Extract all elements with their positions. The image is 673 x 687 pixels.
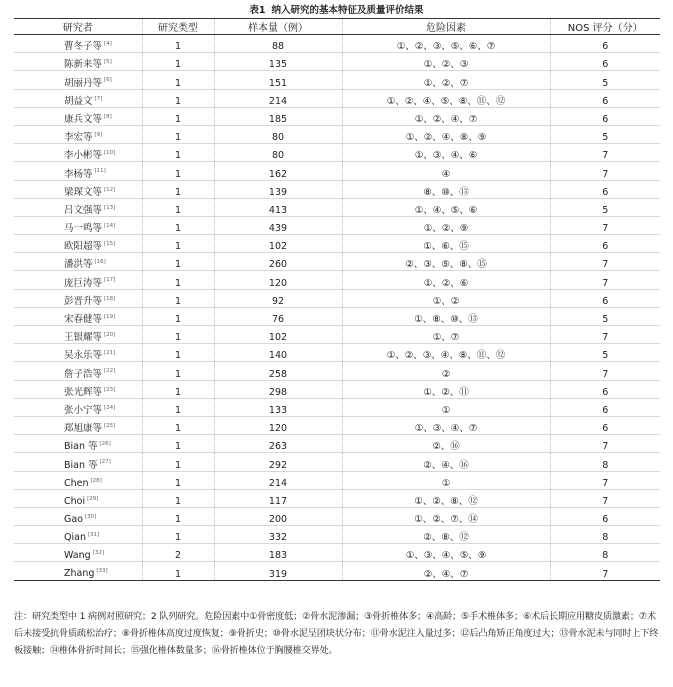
cell-author — [14, 180, 142, 198]
cell-study-type: 1 — [142, 380, 214, 398]
table-row — [14, 71, 660, 89]
cell-nos-score: 6 — [550, 380, 660, 398]
header-study-type: 研究类型 — [142, 19, 214, 35]
reference-mark: [33] — [96, 568, 108, 575]
cell-study-type: 1 — [142, 453, 214, 471]
table-row — [14, 489, 660, 507]
cell-nos-score: 7 — [550, 471, 660, 489]
cell-nos-score: 6 — [550, 235, 660, 253]
header-sample-size: 样本量（例） — [214, 19, 342, 35]
author-name: Gao — [64, 514, 83, 526]
cell-nos-score: 8 — [550, 526, 660, 544]
cell-author — [14, 435, 142, 453]
reference-mark: [14] — [104, 222, 116, 229]
cell-study-type: 1 — [142, 71, 214, 89]
cell-nos-score: 5 — [550, 307, 660, 325]
cell-nos-score: 6 — [550, 89, 660, 107]
cell-author — [14, 35, 142, 53]
cell-nos-score: 7 — [550, 216, 660, 234]
cell-nos-score: 8 — [550, 453, 660, 471]
author-name: 吴永乐等 — [64, 350, 103, 362]
table-row — [14, 326, 660, 344]
cell-study-type: 1 — [142, 307, 214, 325]
cell-sample-size: 102 — [214, 235, 342, 253]
cell-risk-factors: ①、②、③ — [342, 53, 550, 71]
cell-risk-factors: ⑧、⑩、⑬ — [342, 180, 550, 198]
cell-sample-size: 332 — [214, 526, 342, 544]
cell-sample-size: 319 — [214, 562, 342, 580]
cell-risk-factors: ①、②、④、⑦ — [342, 107, 550, 125]
table-row — [14, 307, 660, 325]
cell-risk-factors: ②、③、⑤、⑧、⑮ — [342, 253, 550, 271]
cell-sample-size: 133 — [214, 398, 342, 416]
cell-author — [14, 453, 142, 471]
author-name: 潘洪等 — [64, 259, 93, 271]
reference-mark: [6] — [104, 77, 112, 84]
cell-nos-score: 6 — [550, 107, 660, 125]
reference-mark: [18] — [104, 295, 116, 302]
cell-nos-score: 7 — [550, 435, 660, 453]
table-row — [14, 216, 660, 234]
cell-risk-factors: ① — [342, 471, 550, 489]
reference-mark: [19] — [104, 313, 116, 320]
author-name: 梁琛文等 — [64, 186, 103, 198]
cell-author — [14, 89, 142, 107]
cell-author — [14, 362, 142, 380]
cell-sample-size: 298 — [214, 380, 342, 398]
table-row — [14, 53, 660, 71]
author-name: Qian — [64, 532, 86, 544]
reference-mark: [20] — [104, 332, 116, 339]
cell-sample-size: 183 — [214, 544, 342, 562]
cell-author — [14, 344, 142, 362]
reference-mark: [23] — [104, 386, 116, 393]
reference-mark: [17] — [104, 277, 116, 284]
cell-author — [14, 289, 142, 307]
cell-author — [14, 125, 142, 143]
author-name: 曹冬子等 — [64, 41, 103, 53]
cell-nos-score: 7 — [550, 162, 660, 180]
reference-mark: [32] — [92, 550, 104, 557]
cell-sample-size: 151 — [214, 71, 342, 89]
cell-risk-factors: ①、⑦ — [342, 326, 550, 344]
cell-risk-factors: ④ — [342, 162, 550, 180]
cell-author — [14, 216, 142, 234]
reference-mark: [28] — [90, 477, 102, 484]
cell-study-type: 1 — [142, 180, 214, 198]
cell-risk-factors: ①、③、④、⑥ — [342, 144, 550, 162]
table-row — [14, 435, 660, 453]
cell-sample-size: 117 — [214, 489, 342, 507]
reference-mark: [7] — [94, 95, 103, 102]
cell-study-type: 1 — [142, 235, 214, 253]
table-row — [14, 471, 660, 489]
author-name: 胡益文 — [64, 95, 93, 107]
reference-mark: [26] — [99, 441, 111, 448]
cell-study-type: 1 — [142, 398, 214, 416]
reference-mark: [5] — [104, 59, 112, 66]
cell-risk-factors: ①、②、⑪ — [342, 380, 550, 398]
cell-sample-size: 200 — [214, 507, 342, 525]
cell-study-type: 1 — [142, 489, 214, 507]
cell-sample-size: 263 — [214, 435, 342, 453]
cell-sample-size: 80 — [214, 125, 342, 143]
reference-mark: [27] — [99, 459, 111, 466]
table-header-row — [14, 19, 660, 35]
reference-mark: [22] — [104, 368, 116, 375]
cell-sample-size: 88 — [214, 35, 342, 53]
cell-risk-factors: ②、④、⑯ — [342, 453, 550, 471]
reference-mark: [4] — [104, 41, 112, 48]
table-row — [14, 398, 660, 416]
cell-nos-score: 6 — [550, 35, 660, 53]
cell-nos-score: 6 — [550, 289, 660, 307]
cell-nos-score: 5 — [550, 125, 660, 143]
cell-nos-score: 7 — [550, 271, 660, 289]
table-row — [14, 380, 660, 398]
reference-mark: [12] — [104, 186, 116, 193]
cell-study-type: 1 — [142, 216, 214, 234]
cell-risk-factors: ①、③、④、⑦ — [342, 416, 550, 434]
cell-nos-score: 6 — [550, 398, 660, 416]
table-row — [14, 526, 660, 544]
reference-mark: [9] — [94, 131, 103, 138]
reference-mark: [21] — [104, 350, 116, 357]
author-name: 欧阳超等 — [64, 241, 103, 253]
cell-author — [14, 235, 142, 253]
cell-nos-score: 7 — [550, 489, 660, 507]
table-row — [14, 362, 660, 380]
cell-study-type: 1 — [142, 562, 214, 580]
cell-author — [14, 526, 142, 544]
cell-sample-size: 260 — [214, 253, 342, 271]
author-name: 康兵文等 — [64, 113, 103, 125]
cell-sample-size: 120 — [214, 271, 342, 289]
table-row — [14, 544, 660, 562]
cell-risk-factors: ①、②、③、④、⑧、⑪、⑫ — [342, 344, 550, 362]
author-name: 詹子浩等 — [64, 368, 103, 380]
cell-study-type: 1 — [142, 271, 214, 289]
cell-risk-factors: ① — [342, 398, 550, 416]
cell-risk-factors: ①、②、⑦ — [342, 71, 550, 89]
cell-author — [14, 398, 142, 416]
author-name: Bian 等 — [64, 459, 98, 471]
author-name: Wang — [64, 550, 91, 562]
cell-study-type: 1 — [142, 53, 214, 71]
cell-sample-size: 92 — [214, 289, 342, 307]
cell-author — [14, 53, 142, 71]
cell-sample-size: 120 — [214, 416, 342, 434]
cell-sample-size: 80 — [214, 144, 342, 162]
cell-nos-score: 5 — [550, 344, 660, 362]
cell-study-type: 1 — [142, 289, 214, 307]
cell-sample-size: 185 — [214, 107, 342, 125]
reference-mark: [13] — [104, 204, 116, 211]
cell-nos-score: 5 — [550, 198, 660, 216]
cell-risk-factors: ①、②、③、⑤、⑥、⑦ — [342, 35, 550, 53]
cell-sample-size: 102 — [214, 326, 342, 344]
cell-study-type: 1 — [142, 362, 214, 380]
author-name: Bian 等 — [64, 441, 98, 453]
reference-mark: [30] — [85, 513, 97, 520]
cell-nos-score: 6 — [550, 507, 660, 525]
author-name: Choi — [64, 495, 86, 507]
cell-study-type: 1 — [142, 471, 214, 489]
reference-mark: [24] — [104, 404, 116, 411]
caption-label: 表1 — [249, 5, 266, 16]
cell-sample-size: 292 — [214, 453, 342, 471]
cell-author — [14, 544, 142, 562]
table-row — [14, 125, 660, 143]
cell-nos-score: 6 — [550, 416, 660, 434]
author-name: 彭晋升等 — [64, 295, 103, 307]
cell-risk-factors: ①、②、④、⑧、⑨ — [342, 125, 550, 143]
cell-author — [14, 107, 142, 125]
author-name: 李小彬等 — [64, 150, 103, 162]
cell-sample-size: 214 — [214, 471, 342, 489]
cell-risk-factors: ①、②、⑥ — [342, 271, 550, 289]
caption-text: 纳入研究的基本特征及质量评价结果 — [271, 5, 424, 16]
reference-mark: [15] — [104, 241, 116, 248]
cell-sample-size: 135 — [214, 53, 342, 71]
table-row — [14, 253, 660, 271]
cell-nos-score: 6 — [550, 53, 660, 71]
cell-study-type: 1 — [142, 344, 214, 362]
author-name: 张小宁等 — [64, 404, 103, 416]
cell-study-type: 1 — [142, 198, 214, 216]
cell-risk-factors: ②、⑯ — [342, 435, 550, 453]
reference-mark: [29] — [87, 495, 99, 502]
reference-mark: [16] — [94, 259, 106, 266]
cell-study-type: 1 — [142, 526, 214, 544]
table-row — [14, 271, 660, 289]
table-row — [14, 416, 660, 434]
cell-author — [14, 416, 142, 434]
cell-author — [14, 198, 142, 216]
cell-risk-factors: ①、⑥、⑮ — [342, 235, 550, 253]
table-row — [14, 562, 660, 580]
table-row — [14, 344, 660, 362]
cell-author — [14, 562, 142, 580]
reference-mark: [10] — [104, 150, 116, 157]
cell-risk-factors: ②、⑧、⑫ — [342, 526, 550, 544]
cell-sample-size: 140 — [214, 344, 342, 362]
author-name: Zhang — [64, 568, 95, 580]
table-footnote: 注：研究类型中 1 病例对照研究；2 队列研究。危险因素中①骨密度低；②骨水泥渗漏；③骨折椎体多；④高龄；⑤手术椎体多；⑥术后长期应用糖皮质激素；⑦术后未接受抗骨质疏松治疗；⑧骨折椎体高度过度恢复；⑨骨折史；⑩骨水泥呈团块状分布；⑪骨水泥注入量过多；⑫后凸角矫正角度过大；⑬骨水泥未与同时上下终板接触；⑭椎体骨折时间长；⑮强化椎体数量多；⑯骨折椎体位于胸腰椎交界处。 — [14, 611, 659, 656]
reference-mark: [25] — [104, 422, 116, 429]
cell-author — [14, 471, 142, 489]
cell-risk-factors: ①、② — [342, 289, 550, 307]
cell-study-type: 1 — [142, 144, 214, 162]
cell-sample-size: 439 — [214, 216, 342, 234]
cell-nos-score: 7 — [550, 253, 660, 271]
reference-mark: [8] — [104, 113, 112, 120]
author-name: 张光辉等 — [64, 386, 103, 398]
cell-risk-factors: ①、②、⑦、⑭ — [342, 507, 550, 525]
cell-nos-score: 6 — [550, 180, 660, 198]
cell-nos-score: 5 — [550, 71, 660, 89]
cell-nos-score: 8 — [550, 544, 660, 562]
author-name: Chen — [64, 477, 89, 489]
cell-sample-size: 162 — [214, 162, 342, 180]
cell-author — [14, 326, 142, 344]
table-row — [14, 180, 660, 198]
header-author: 研究者 — [14, 19, 142, 35]
author-name: 胡丽丹等 — [64, 77, 103, 89]
cell-risk-factors: ② — [342, 362, 550, 380]
author-name: 郑旭康等 — [64, 423, 103, 435]
cell-sample-size: 139 — [214, 180, 342, 198]
author-name: 李杨等 — [64, 168, 93, 180]
cell-study-type: 1 — [142, 253, 214, 271]
cell-author — [14, 489, 142, 507]
cell-study-type: 1 — [142, 162, 214, 180]
author-name: 庞巨涛等 — [64, 277, 103, 289]
cell-study-type: 1 — [142, 507, 214, 525]
cell-study-type: 1 — [142, 435, 214, 453]
cell-study-type: 1 — [142, 416, 214, 434]
table-row — [14, 107, 660, 125]
table-row — [14, 162, 660, 180]
author-name: 李宏等 — [64, 132, 93, 144]
table-caption — [0, 2, 673, 16]
cell-sample-size: 258 — [214, 362, 342, 380]
author-name: 王银耀等 — [64, 332, 103, 344]
cell-risk-factors: ①、⑧、⑩、⑬ — [342, 307, 550, 325]
cell-author — [14, 307, 142, 325]
table-row — [14, 235, 660, 253]
cell-sample-size: 76 — [214, 307, 342, 325]
cell-author — [14, 253, 142, 271]
cell-risk-factors: ①、②、⑨ — [342, 216, 550, 234]
cell-risk-factors: ①、④、⑤、⑥ — [342, 198, 550, 216]
author-name: 吕文强等 — [64, 204, 103, 216]
study-characteristics-table — [14, 18, 660, 581]
table-row — [14, 35, 660, 53]
cell-study-type: 1 — [142, 107, 214, 125]
cell-study-type: 1 — [142, 326, 214, 344]
cell-author — [14, 162, 142, 180]
table-row — [14, 198, 660, 216]
header-nos-score: NOS 评分（分） — [550, 19, 660, 35]
cell-nos-score: 7 — [550, 362, 660, 380]
cell-study-type: 1 — [142, 35, 214, 53]
cell-nos-score: 7 — [550, 562, 660, 580]
cell-study-type: 2 — [142, 544, 214, 562]
cell-author — [14, 507, 142, 525]
cell-study-type: 1 — [142, 125, 214, 143]
author-name: 马一鸣等 — [64, 223, 103, 235]
reference-mark: [11] — [94, 168, 106, 175]
reference-mark: [31] — [87, 532, 100, 539]
table-row — [14, 144, 660, 162]
cell-author — [14, 271, 142, 289]
cell-risk-factors: ②、④、⑦ — [342, 562, 550, 580]
table-row — [14, 507, 660, 525]
cell-nos-score: 7 — [550, 326, 660, 344]
author-name: 宋春健等 — [64, 314, 103, 325]
cell-nos-score: 7 — [550, 144, 660, 162]
cell-risk-factors: ①、②、⑧、⑫ — [342, 489, 550, 507]
cell-author — [14, 71, 142, 89]
author-name: 陈新来等 — [64, 59, 103, 71]
cell-sample-size: 413 — [214, 198, 342, 216]
cell-risk-factors: ①、②、④、⑤、⑧、⑪、⑫ — [342, 89, 550, 107]
table-body — [14, 35, 660, 581]
table-row — [14, 89, 660, 107]
table-row — [14, 289, 660, 307]
cell-author — [14, 144, 142, 162]
cell-author — [14, 380, 142, 398]
header-risk-factors: 危险因素 — [342, 19, 550, 35]
cell-risk-factors: ①、③、④、⑤、⑨ — [342, 544, 550, 562]
table-row — [14, 453, 660, 471]
cell-study-type: 1 — [142, 89, 214, 107]
cell-sample-size: 214 — [214, 89, 342, 107]
